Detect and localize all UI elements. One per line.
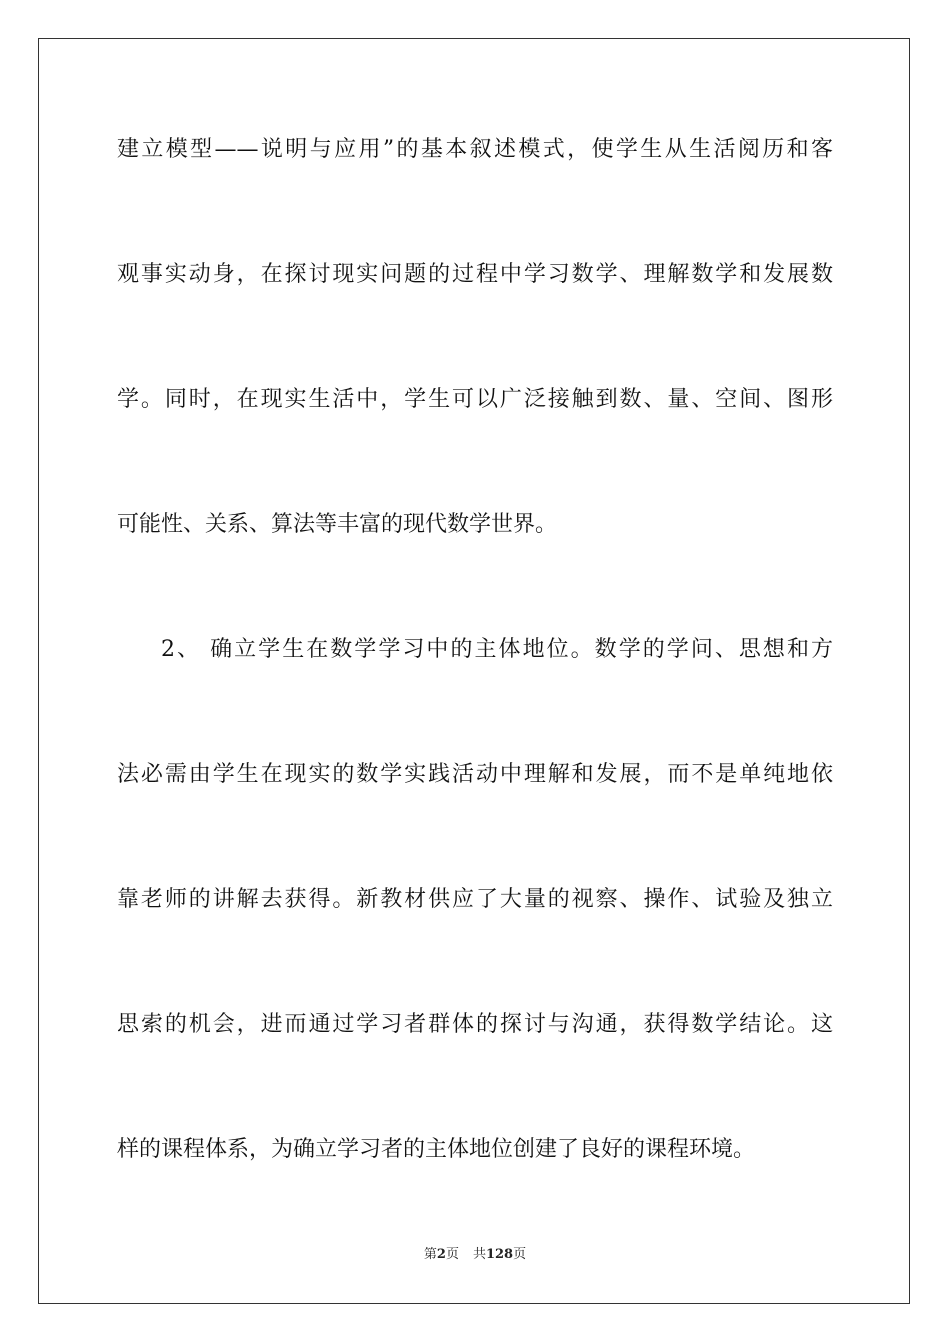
paragraph-line: 建立模型——说明与应用”的基本叙述模式，使学生从生活阅历和客: [117, 137, 833, 162]
paragraph-line: 观事实动身，在探讨现实问题的过程中学习数学、理解数学和发展数: [117, 262, 833, 287]
paragraph-line: 学。同时，在现实生活中，学生可以广泛接触到数、量、空间、图形: [117, 387, 833, 412]
paragraph-line: 法必需由学生在现实的数学实践活动中理解和发展，而不是单纯地依: [117, 762, 833, 787]
page-border: [38, 38, 910, 1304]
page-number: 2: [436, 1247, 446, 1262]
paragraph-line: 思索的机会，进而通过学习者群体的探讨与沟通，获得数学结论。这: [117, 1012, 833, 1037]
page-footer: [0, 1247, 950, 1263]
total-suffix: 页: [513, 1247, 527, 1262]
paragraph-line: 2、 确立学生在数学学习中的主体地位。数学的学问、思想和方: [161, 637, 833, 662]
page-prefix: 第: [423, 1247, 437, 1262]
paragraph-line: 样的课程体系，为确立学习者的主体地位创建了良好的课程环境。: [117, 1137, 756, 1162]
total-prefix: 共: [472, 1247, 486, 1262]
paragraph-line: 靠老师的讲解去获得。新教材供应了大量的视察、操作、试验及独立: [117, 887, 833, 912]
total-pages: 128: [485, 1247, 514, 1262]
paragraph-line: 可能性、关系、算法等丰富的现代数学世界。: [117, 512, 558, 537]
page-suffix: 页: [445, 1247, 459, 1262]
